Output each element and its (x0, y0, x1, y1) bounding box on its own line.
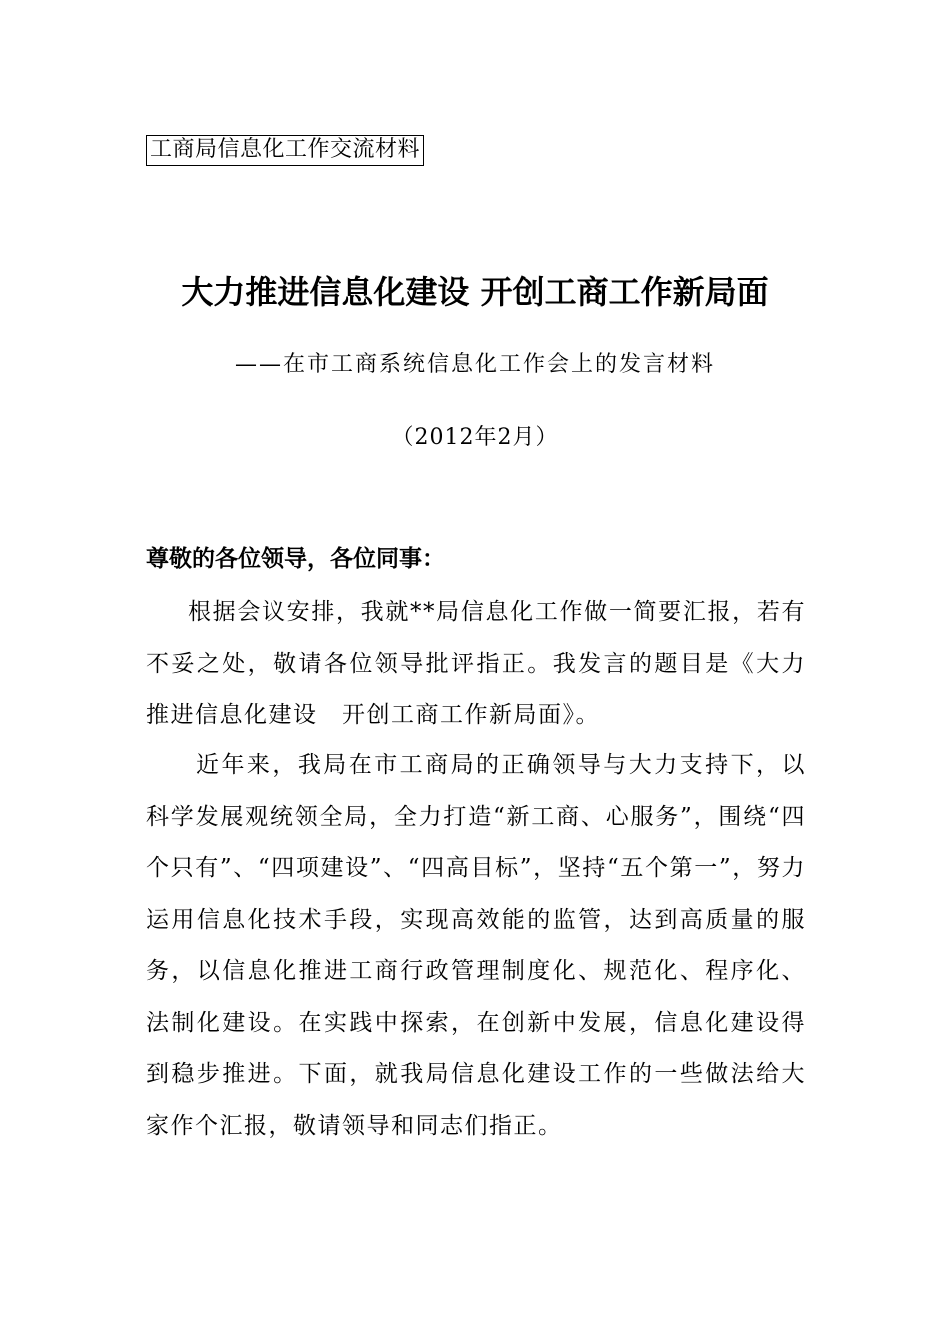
document-subtitle: ——在市工商系统信息化工作会上的发言材料 (234, 352, 715, 377)
body-paragraph-2: 近年来，我局在市工商局的正确领导与大力支持下，以科学发展观统领全局，全力打造“新工商、心服务”，围绕“四个只有”、“四项建设”、“四高目标”，坚持“五个第一”，努力运用信息化技术手段，实现高效能的监管，达到高质量的服务，以信息化推进工商行政管理制度化、规范化、程序化、法制化建设。在实践中探索，在创新中发展，信息化建设得到稳步推进。下面，就我局信息化建设工作的一些做法给大家作个汇报，敬请领导和同志们指正。 (146, 752, 806, 1139)
body-paragraph-1: 根据会议安排，我就**局信息化工作做一简要汇报，若有不妥之处，敬请各位领导批评指正。我发言的题目是《大力推进信息化建设 开创工商工作新局面》。 (146, 599, 806, 728)
document-label: 工商局信息化工作交流材料 (146, 135, 424, 166)
salutation: 尊敬的各位领导，各位同事： (146, 545, 445, 572)
document-title: 大力推进信息化建设 开创工商工作新局面 (181, 273, 769, 311)
document-date: （2012年2月） (391, 425, 559, 450)
